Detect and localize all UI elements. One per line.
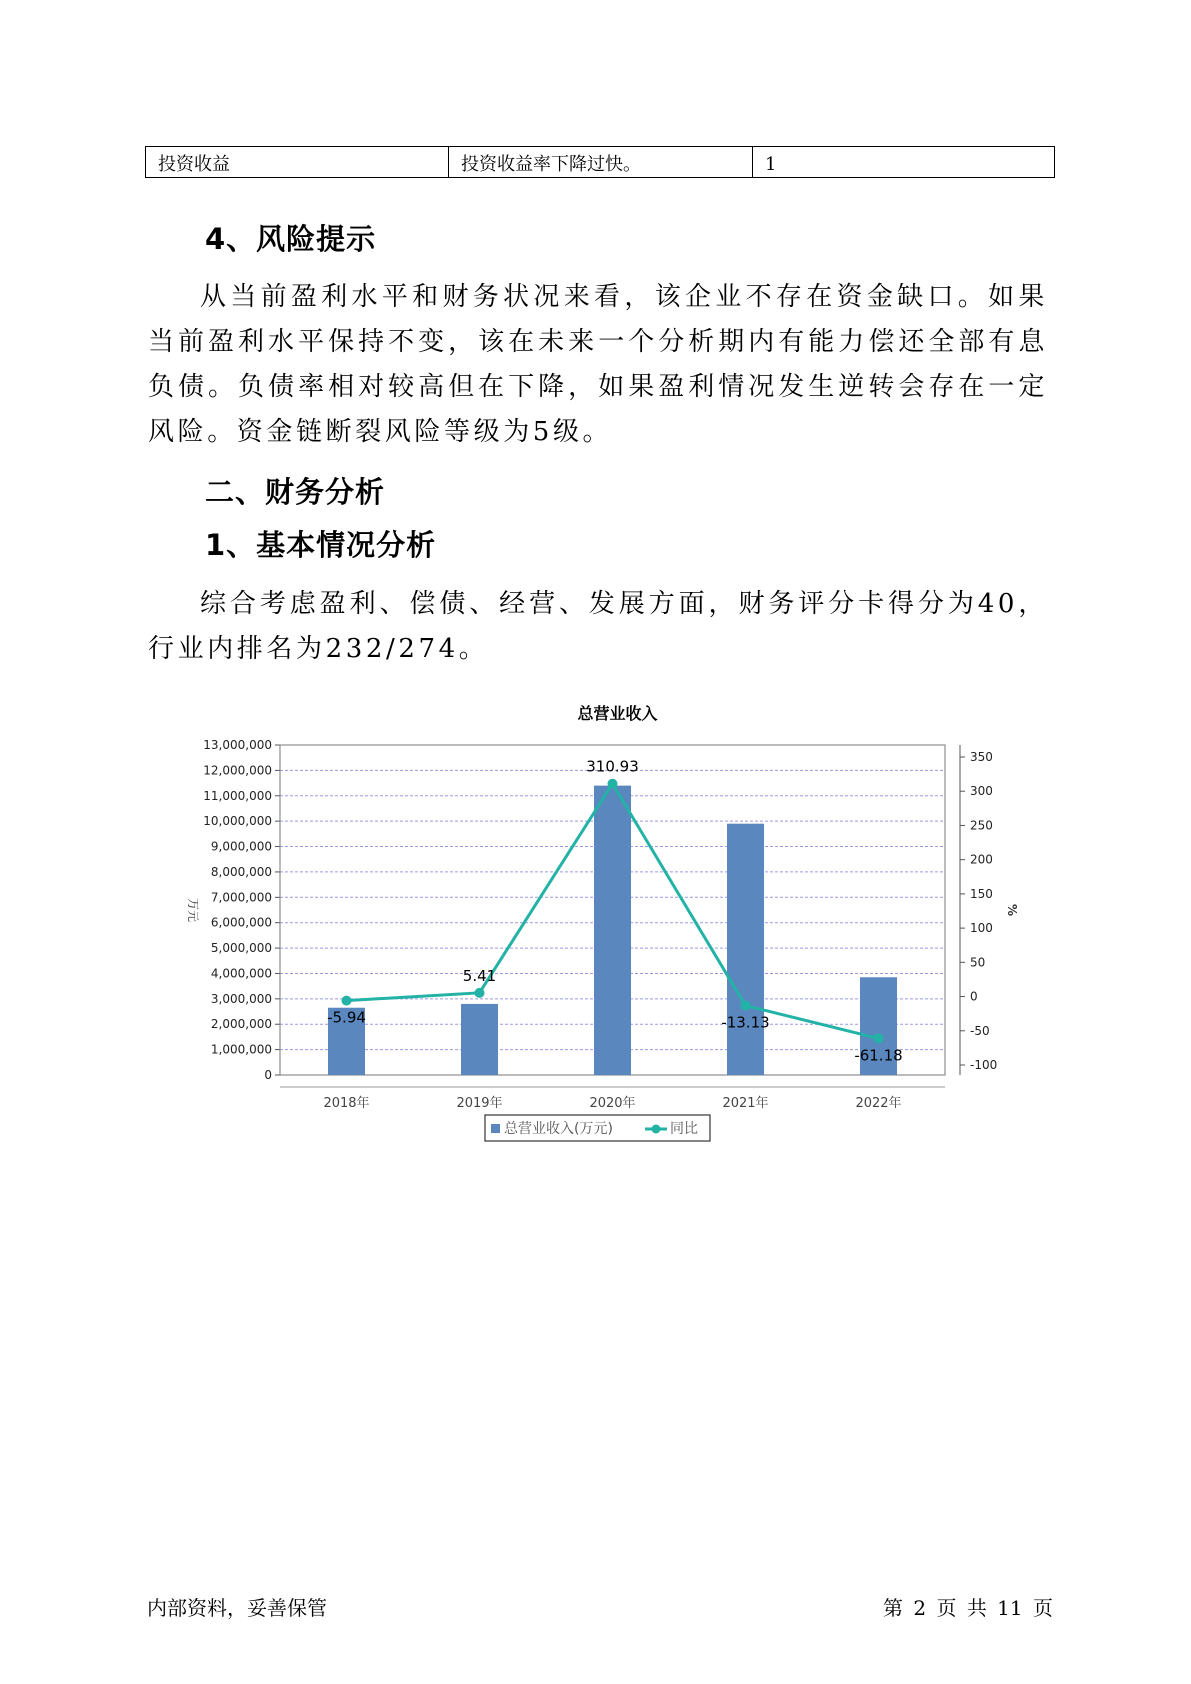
legend-bar-label: 总营业收入(万元) [504,1121,613,1137]
yoy-point [874,1033,884,1043]
chart-title: 总营业收入 [577,704,658,723]
bar-2019年 [461,1004,498,1075]
basic-paragraph: 综合考虑盈利、偿债、经营、发展方面，财务评分卡得分为40，行业内排名为232/274。 [148,589,1048,664]
right-tick-label: 250 [970,818,993,833]
right-tick-label: 150 [970,886,993,901]
x-tick-label: 2018年 [323,1096,370,1111]
right-tick-label: 300 [970,784,993,799]
left-tick-label: 10,000,000 [203,814,272,829]
right-axis-label: % [1005,903,1019,917]
bar-2020年 [594,786,631,1075]
yoy-data-label: 310.93 [586,757,639,776]
risk-heading: 4、风险提示 [205,222,377,256]
yoy-point [342,996,352,1006]
left-tick-label: 9,000,000 [210,839,272,854]
legend-line-label: 同比 [670,1121,698,1137]
finance-heading: 二、财务分析 [205,475,386,509]
x-tick-label: 2021年 [722,1096,769,1111]
x-tick-label: 2020年 [589,1096,636,1111]
left-tick-label: 5,000,000 [210,941,272,956]
legend-bar-swatch [491,1124,500,1133]
bar-2021年 [727,824,764,1075]
right-tick-label: 350 [970,750,993,764]
footer-confidential: 内部资料，妥善保管 [147,1596,327,1620]
yoy-point [741,1001,751,1011]
legend-line-marker [652,1125,661,1134]
right-tick-label: 200 [970,852,993,867]
page-number: 第 2 页 共 11 页 [883,1596,1053,1620]
left-tick-label: 3,000,000 [210,991,272,1006]
yoy-point [608,779,618,789]
left-tick-label: 13,000,000 [203,738,272,752]
data-table-row [145,146,1055,178]
left-tick-label: 4,000,000 [210,966,272,981]
risk-paragraph: 从当前盈利水平和财务状况来看，该企业不存在资金缺口。如果当前盈利水平保持不变，该在未来一个分析期内有能力偿还全部有息负债。负债率相对较高但在下降，如果盈利情况发生逆转会存在一定风险。资金链断裂风险等级为5级。 [148,282,1048,447]
left-tick-label: 2,000,000 [210,1017,272,1032]
right-tick-label: -100 [970,1058,998,1072]
table-cell-item: 投资收益 [146,147,449,177]
yoy-data-label: 5.41 [462,966,497,985]
revenue-chart [175,695,1019,1155]
left-tick-label: 8,000,000 [210,864,272,879]
left-tick-label: 6,000,000 [210,915,272,930]
right-tick-label: -50 [970,1023,990,1038]
left-axis-label: 万元 [186,897,200,923]
left-tick-label: 11,000,000 [203,788,272,803]
yoy-data-label: -5.94 [327,1008,366,1027]
left-tick-label: 7,000,000 [210,890,272,905]
right-tick-label: 50 [970,955,986,970]
right-tick-label: 100 [970,921,993,936]
right-tick-label: 0 [970,989,978,1004]
left-tick-label: 12,000,000 [203,763,272,778]
table-cell-description: 投资收益率下降过快。 [449,147,753,177]
table-cell-score: 1 [765,154,777,175]
basic-heading: 1、基本情况分析 [205,528,437,562]
yoy-point [475,988,485,998]
yoy-data-label: -61.18 [854,1046,903,1065]
x-tick-label: 2022年 [855,1096,902,1111]
yoy-data-label: -13.13 [721,1013,770,1032]
left-tick-label: 0 [264,1068,272,1082]
x-tick-label: 2019年 [456,1096,503,1111]
left-tick-label: 1,000,000 [210,1042,272,1057]
